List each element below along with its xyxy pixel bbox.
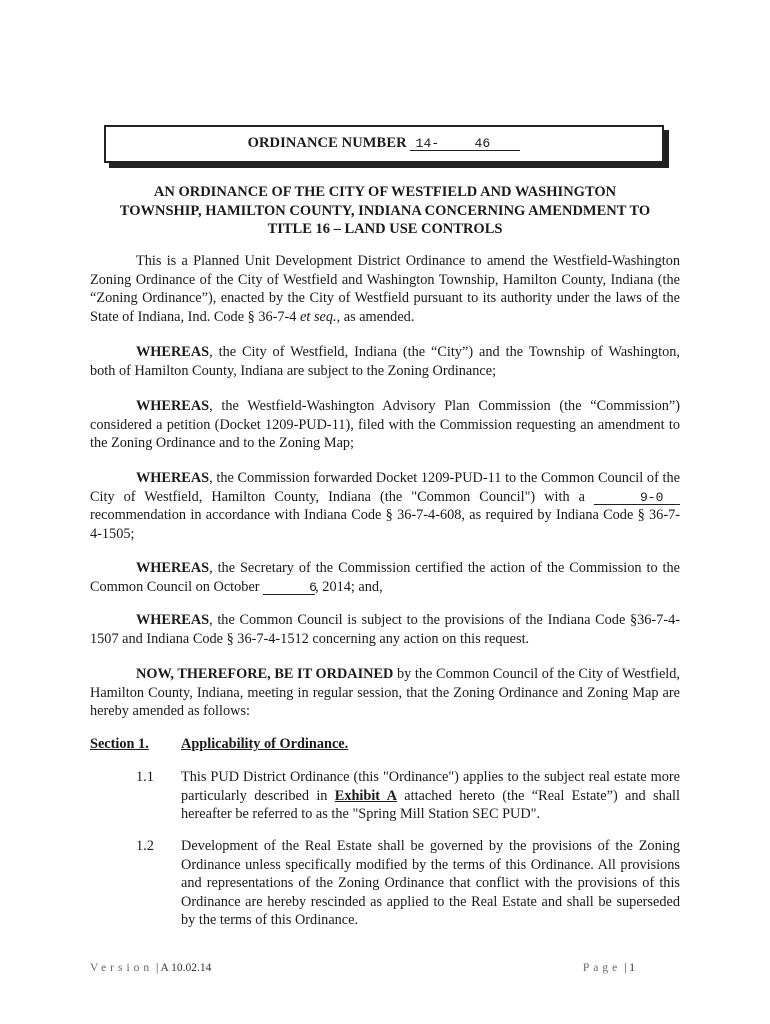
page-label: Page: [582, 962, 622, 974]
clause-text: [181, 768, 680, 824]
clause-1-1-text-b: attached hereto (the “Real Estate”) and shall hereafter be referred to as the "Spring Mill Station SEC PUD".: [181, 787, 681, 823]
section-title: Applicability of Ordinance.: [181, 736, 349, 752]
ordinance-number-line: [106, 135, 662, 152]
whereas-paragraph-3: [90, 469, 680, 543]
october-date-field: 6: [263, 581, 315, 595]
now-therefore-paragraph: [90, 665, 680, 721]
whereas-keyword: WHEREAS: [136, 398, 210, 414]
intro-italic: et seq.: [300, 308, 337, 325]
exhibit-a-reference: Exhibit A: [334, 787, 397, 804]
whereas-4-text-b: , 2014; and,: [315, 578, 383, 595]
intro-tail: , as amended.: [336, 308, 415, 325]
clause-text: [181, 837, 680, 930]
whereas-4-text-a: , the Secretary of the Commission certified the action of the Commission to the Common Council on October: [90, 560, 680, 595]
ordinance-number-box: [104, 125, 664, 163]
whereas-paragraph-2: [90, 397, 680, 453]
whereas-paragraph-4: [90, 559, 680, 596]
now-therefore-keyword: NOW, THEREFORE, BE IT ORDAINED: [136, 666, 394, 682]
title-line-3: TITLE 16 – LAND USE CONTROLS: [267, 221, 503, 237]
whereas-keyword: WHEREAS: [136, 560, 210, 576]
whereas-3-text-a: , the Commission forwarded Docket 1209-PUD-11 to the Common Council of the City of Westfield, Hamilton County, Indiana (the "Common Council") with a: [90, 470, 680, 505]
whereas-5-text: , the Common Council is subject to the provisions of the Indiana Code §36-7-4-1507 and Indiana Code § 36-7-4-1512 concerning any action on this request.: [90, 612, 680, 647]
ordinance-prefix-field: 14-: [410, 137, 444, 151]
whereas-1-text: , the City of Westfield, Indiana (the “City”) and the Township of Washington, both of Hamilton County, Indiana are subject to the Zoning Ordinance;: [90, 344, 680, 379]
whereas-3-text-b: recommendation in accordance with Indiana Code § 36-7-4-608, as required by Indiana Code § 36-7-4-1505;: [90, 507, 680, 542]
title-line-1: AN ORDINANCE OF THE CITY OF WESTFIELD AND WASHINGTON: [153, 184, 617, 200]
clause-1-1-text-a: This PUD District Ordinance (this "Ordinance") applies to the subject real estate more particularly described in: [181, 769, 680, 804]
version-label: Version: [90, 962, 154, 974]
whereas-paragraph-1: [90, 343, 680, 380]
clause-1-2-text: Development of the Real Estate shall be governed by the provisions of the Zoning Ordinance unless specifically modified by the terms of this Ordinance. All provisions and representations of the Zoning Ordinance that conflict with the provisions of this Ordinance are hereby rescinded as applied to the Real Estate and shall be superseded by the terms of this Ordinance.: [181, 838, 680, 929]
whereas-keyword: WHEREAS: [136, 344, 210, 360]
section-number: Section 1.: [90, 736, 149, 752]
whereas-2-text: , the Westfield-Washington Advisory Plan Commission (the “Commission”) considered a petition (Docket 1209-PUD-11), filed with the Commission requesting an amendment to the Zoning Ordinance and to the Zoning Map;: [90, 398, 680, 452]
intro-paragraph: [90, 252, 680, 326]
clause-number: 1.2: [136, 838, 154, 854]
vote-fill-field: 9-0: [594, 491, 680, 505]
version-value: | A 10.02.14: [156, 962, 212, 974]
ordinance-title: [90, 183, 680, 239]
clause-1-1: [90, 768, 680, 824]
title-line-2: TOWNSHIP, HAMILTON COUNTY, INDIANA CONCERNING AMENDMENT TO: [119, 202, 651, 219]
footer-version: [90, 962, 211, 974]
ordinance-number-field: 46: [444, 137, 520, 151]
ordinance-number-label: ORDINANCE NUMBER: [247, 135, 407, 151]
clause-number: 1.1: [136, 769, 154, 785]
intro-text: This is a Planned Unit Development District Ordinance to amend the Westfield-Washington Zoning Ordinance of the City of Westfield and Washington Township, Hamilton County, Indiana (the “Zoning Ordinance”), enacted by the City of Westfield pursuant to its authority under the laws of the State of Indiana, Ind. Code § 36-7-4: [90, 253, 680, 325]
whereas-keyword: WHEREAS: [136, 470, 210, 486]
clause-1-2: [90, 837, 680, 930]
now-therefore-text: by the Common Council of the City of Westfield, Hamilton County, Indiana, meeting in regular session, that the Zoning Ordinance and Zoning Map are hereby amended as follows:: [90, 666, 680, 720]
page-number: | 1: [624, 962, 635, 974]
footer-page: [583, 962, 635, 974]
whereas-paragraph-5: [90, 611, 680, 648]
whereas-keyword: WHEREAS: [136, 612, 210, 628]
